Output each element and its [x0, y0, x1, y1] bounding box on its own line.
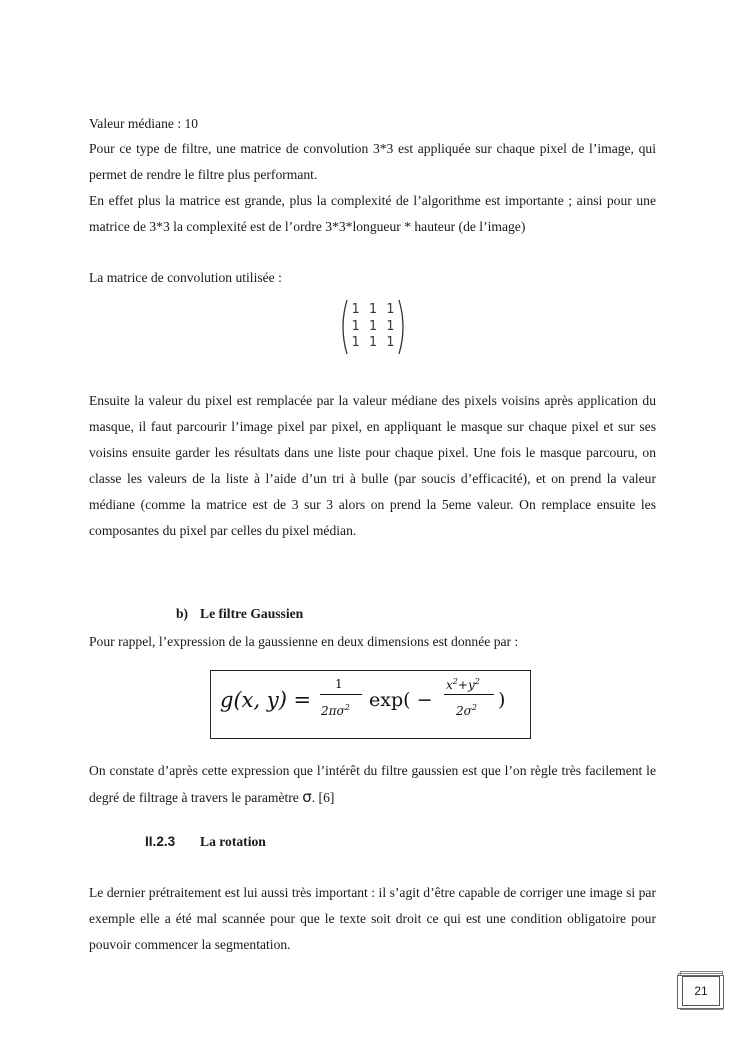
subsection-title: Le filtre Gaussien [200, 606, 304, 621]
page-number-frame [676, 970, 726, 1012]
formula-num2-x-exp: 2 [452, 677, 458, 686]
matrix-cell: 1 [351, 335, 360, 350]
section-title: La rotation [200, 834, 266, 849]
matrix-cell: 1 [368, 318, 378, 334]
matrix-intro: La matrice de convolution utilisée : [89, 270, 282, 285]
matrix-cell: 1 [386, 335, 395, 350]
formula-lhs: g(x, y) = [220, 688, 312, 712]
matrix-cell: 1 [368, 302, 378, 317]
gaussian-remark-text: On constate d’après cette expression que l’intérêt du filtre gaussien est que l’on règle très facilement le degré de filtrage à travers le paramètre [89, 763, 656, 805]
formula-numerator-two [446, 675, 480, 692]
formula-den2-base: 2σ [456, 704, 472, 718]
matrix-cell: 1 [386, 302, 395, 317]
paragraph-convolution-intro: Pour ce type de filtre, une matrice de convolution 3*3 est appliquée sur chaque pixel de l’image, qui permet de rendre le filtre plus performant. [89, 141, 656, 182]
page-number: 21 [694, 984, 708, 998]
matrix-cell: 1 [351, 318, 360, 334]
matrix-grid [347, 302, 399, 352]
paragraph-median-procedure: Ensuite la valeur du pixel est remplacée par la valeur médiane des pixels voisins après application du masque, il faut parcourir l’image pixel par pixel, en appliquant le masque sur chaque pixel et sur ses voisins ensuite garder les résultats dans une liste pour chaque pixel. Une fois le masque parcouru, on classe les valeurs de la liste à l’aide d’un tri à bulle (par soucis d’efficacité), et on prend la valeur médiane (comme la matrice est de 3 sur 3 alors on prend la 5eme valeur. On remplace ensuite les composantes du pixel par celles du pixel médian. [89, 393, 656, 538]
formula-numerator-one: 1 [335, 677, 343, 691]
formula-denominator-two [456, 701, 477, 718]
formula-den1-exp: 2 [344, 703, 350, 712]
section-number: II.2.3 [145, 834, 176, 849]
gaussian-intro: Pour rappel, l’expression de la gaussienne en deux dimensions est donnée par : [89, 634, 519, 649]
formula-fraction-bar-1 [320, 694, 362, 695]
paragraph-complexity: En effet plus la matrice est grande, plus la complexité de l’algorithme est importante ; ainsi pour une matrice de 3*3 la complexité est de l’ordre 3*3*longueur * hauteur (de l’image) [89, 193, 656, 234]
gaussian-formula-box [210, 670, 531, 739]
formula-fraction-bar-2 [444, 694, 494, 695]
formula-close-paren: ) [498, 689, 506, 711]
convolution-matrix [338, 299, 408, 355]
formula-den2-exp: 2 [471, 703, 477, 712]
formula-num2-x: x [446, 678, 453, 692]
subsection-label: b) [176, 606, 189, 621]
paragraph-gaussian-remark [89, 758, 656, 811]
formula-den1-base: 2πσ [321, 704, 345, 718]
formula-num2-y: y [467, 678, 475, 692]
paragraph-rotation: Le dernier prétraitement est lui aussi très important : il s’agit d’être capable de corriger une image si par exemple elle a été mal scannée pour que le texte soit droit ce qui est une condition obligatoire pour pouvoir commencer la segmentation. [89, 885, 656, 952]
matrix-cell: 1 [368, 335, 378, 350]
sigma-symbol: σ [302, 788, 312, 806]
matrix-cell: 1 [386, 318, 395, 334]
formula-denominator-one [321, 701, 350, 718]
matrix-cell: 1 [351, 302, 360, 317]
formula-exp: exp( − [369, 689, 433, 711]
gaussian-remark-citation: . [6] [311, 790, 335, 805]
formula-num2-y-exp: 2 [474, 677, 480, 686]
median-value-line: Valeur médiane : 10 [89, 116, 199, 131]
formula-num2-plus: + [457, 678, 468, 692]
